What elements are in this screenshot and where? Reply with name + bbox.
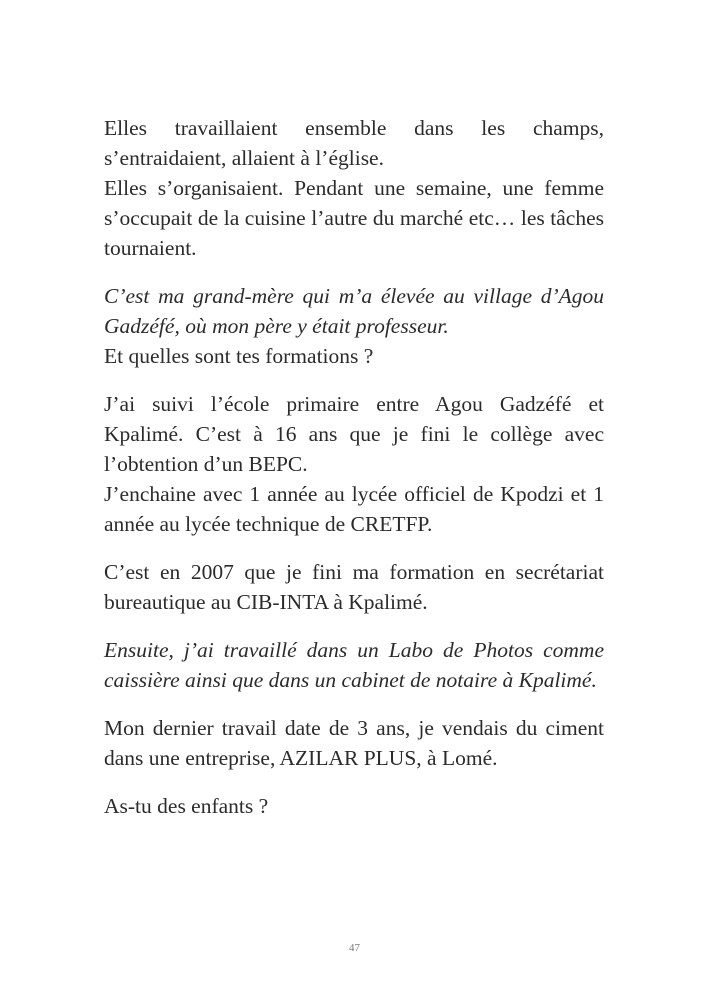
paragraph-work-together: Elles travaillaient ensemble dans les champs, s’entraidaient, allaient à l’église. bbox=[104, 116, 604, 170]
paragraph-lycee: J’enchaine avec 1 année au lycée officiel de Kpodzi et 1 année au lycée technique de CRETFP. bbox=[104, 482, 604, 536]
question-children: As-tu des enfants ? bbox=[104, 794, 269, 818]
page-number: 47 bbox=[349, 942, 360, 954]
question-formations: Et quelles sont tes formations ? bbox=[104, 344, 374, 368]
page-body bbox=[104, 113, 604, 839]
paragraph-work-history: Ensuite, j’ai travaillé dans un Labo de Photos comme caissière ainsi que dans un cabinet de notaire à Kpalimé. bbox=[104, 638, 604, 692]
paragraph-last-job: Mon dernier travail date de 3 ans, je vendais du ciment dans une entreprise, AZILAR PLUS, à Lomé. bbox=[104, 716, 604, 770]
paragraph-grandmother: C’est ma grand-mère qui m’a élevée au village d’Agou Gadzéfé, où mon père y était professeur. bbox=[104, 284, 604, 338]
paragraph-organisation: Elles s’organisaient. Pendant une semaine, une femme s’occupait de la cuisine l’autre du marché etc… les tâches tournaient. bbox=[104, 176, 604, 260]
paragraph-secretariat: C’est en 2007 que je fini ma formation en secrétariat bureautique au CIB-INTA à Kpalimé. bbox=[104, 560, 604, 614]
paragraph-school: J’ai suivi l’école primaire entre Agou Gadzéfé et Kpalimé. C’est à 16 ans que je fini le collège avec l’obtention d’un BEPC. bbox=[104, 392, 604, 476]
